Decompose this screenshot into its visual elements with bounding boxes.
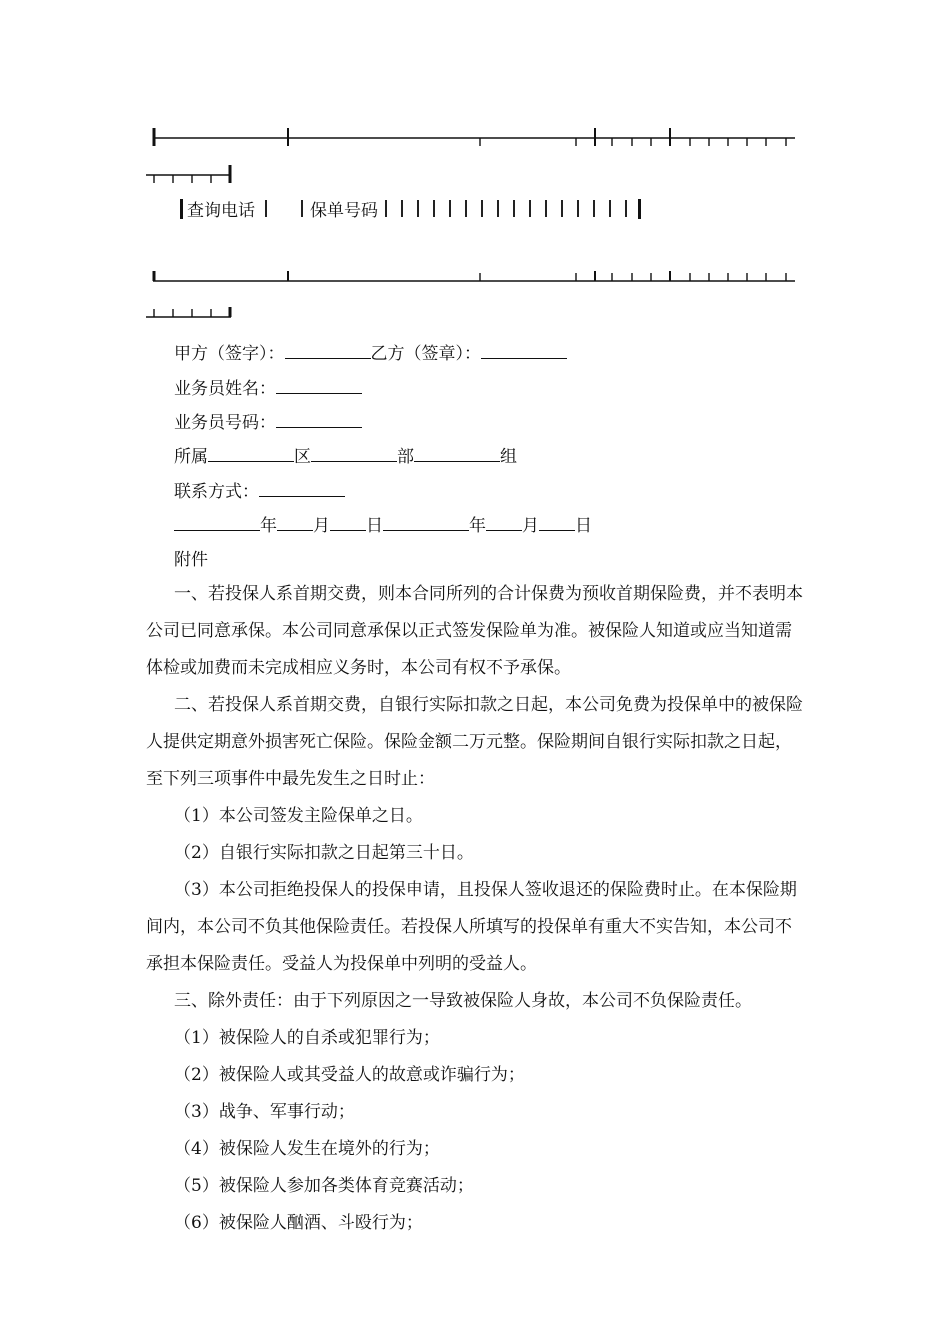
agent-name-line — [174, 375, 362, 402]
policy-number-label: 保单号码 — [310, 201, 378, 221]
appendix-list-item-3: （3）本公司拒绝投保人的投保申请，且投保人签收退还的保险费时止。在本保险期间内，本公司不负其他保险责任。若投保人所填写的投保单有重大不实告知，本公司不承担本保险责任。受益人为投保单中列明的受益人。 — [146, 880, 797, 974]
department-field[interactable] — [311, 443, 397, 462]
party-a-signature-field[interactable] — [285, 340, 371, 359]
bottom-border-rule — [0, 0, 950, 330]
year-label-b: 年 — [469, 516, 486, 536]
year-field-a[interactable] — [174, 512, 260, 531]
appendix-paragraph-2: 二、若投保人系首期交费，自银行实际扣款之日起，本公司免费为投保单中的被保险人提供定期意外损害死亡保险。保险金额二万元整。保险期间自银行实际扣款之日起，至下列三项事件中最先发生之日时止： — [146, 695, 803, 789]
date-line — [174, 512, 592, 539]
exclusion-item: （2）被保险人或其受益人的故意或诈骗行为； — [174, 1065, 525, 1085]
agent-number-line — [174, 409, 362, 436]
contact-label: 联系方式： — [174, 482, 259, 502]
department-label: 部 — [397, 447, 414, 467]
party-b-label: 乙方（签章）： — [370, 344, 481, 364]
signature-line — [174, 340, 567, 367]
appendix-list-item: （1）本公司签发主险保单之日。 — [174, 806, 423, 826]
month-label-b: 月 — [522, 516, 539, 536]
exclusion-item: （1）被保险人的自杀或犯罪行为； — [174, 1028, 440, 1048]
agent-number-field[interactable] — [276, 409, 362, 428]
day-field-a[interactable] — [330, 512, 366, 531]
group-field[interactable] — [414, 443, 500, 462]
month-field-b[interactable] — [486, 512, 522, 531]
day-label-a: 日 — [366, 516, 383, 536]
month-label-a: 月 — [313, 516, 330, 536]
appendix-list-item: （2）自银行实际扣款之日起第三十日。 — [174, 843, 474, 863]
appendix-title: 附件 — [174, 550, 208, 570]
year-field-b[interactable] — [383, 512, 469, 531]
district-field[interactable] — [208, 443, 294, 462]
agent-number-label: 业务员号码： — [174, 413, 276, 433]
day-label-b: 日 — [575, 516, 592, 536]
affiliation-prefix: 所属 — [174, 447, 208, 467]
district-label: 区 — [294, 447, 311, 467]
exclusion-item: （5）被保险人参加各类体育竞赛活动； — [174, 1176, 474, 1196]
affiliation-line — [174, 443, 517, 470]
exclusion-item: （4）被保险人发生在境外的行为； — [174, 1139, 440, 1159]
exclusion-item: （3）战争、军事行动； — [174, 1102, 355, 1122]
agent-name-label: 业务员姓名： — [174, 379, 276, 399]
appendix-body — [146, 576, 806, 1242]
agent-name-field[interactable] — [276, 375, 362, 394]
group-label: 组 — [500, 447, 517, 467]
exclusion-item: （6）被保险人酗酒、斗殴行为； — [174, 1213, 423, 1233]
appendix-paragraph-1: 一、若投保人系首期交费，则本合同所列的合计保费为预收首期保险费，并不表明本公司已同意承保。本公司同意承保以正式签发保险单为准。被保险人知道或应当知道需体检或加费而未完成相应义务时，本公司有权不予承保。 — [146, 584, 803, 678]
party-a-label: 甲方（签字）： — [174, 344, 285, 364]
appendix-paragraph-3: 三、除外责任：由于下列原因之一导致被保险人身故，本公司不负保险责任。 — [174, 991, 752, 1011]
query-phone-label: 查询电话 — [187, 201, 255, 221]
month-field-a[interactable] — [277, 512, 313, 531]
contact-field[interactable] — [259, 478, 345, 497]
contact-line — [174, 478, 345, 505]
party-b-signature-field[interactable] — [481, 340, 567, 359]
day-field-b[interactable] — [539, 512, 575, 531]
year-label-a: 年 — [260, 516, 277, 536]
